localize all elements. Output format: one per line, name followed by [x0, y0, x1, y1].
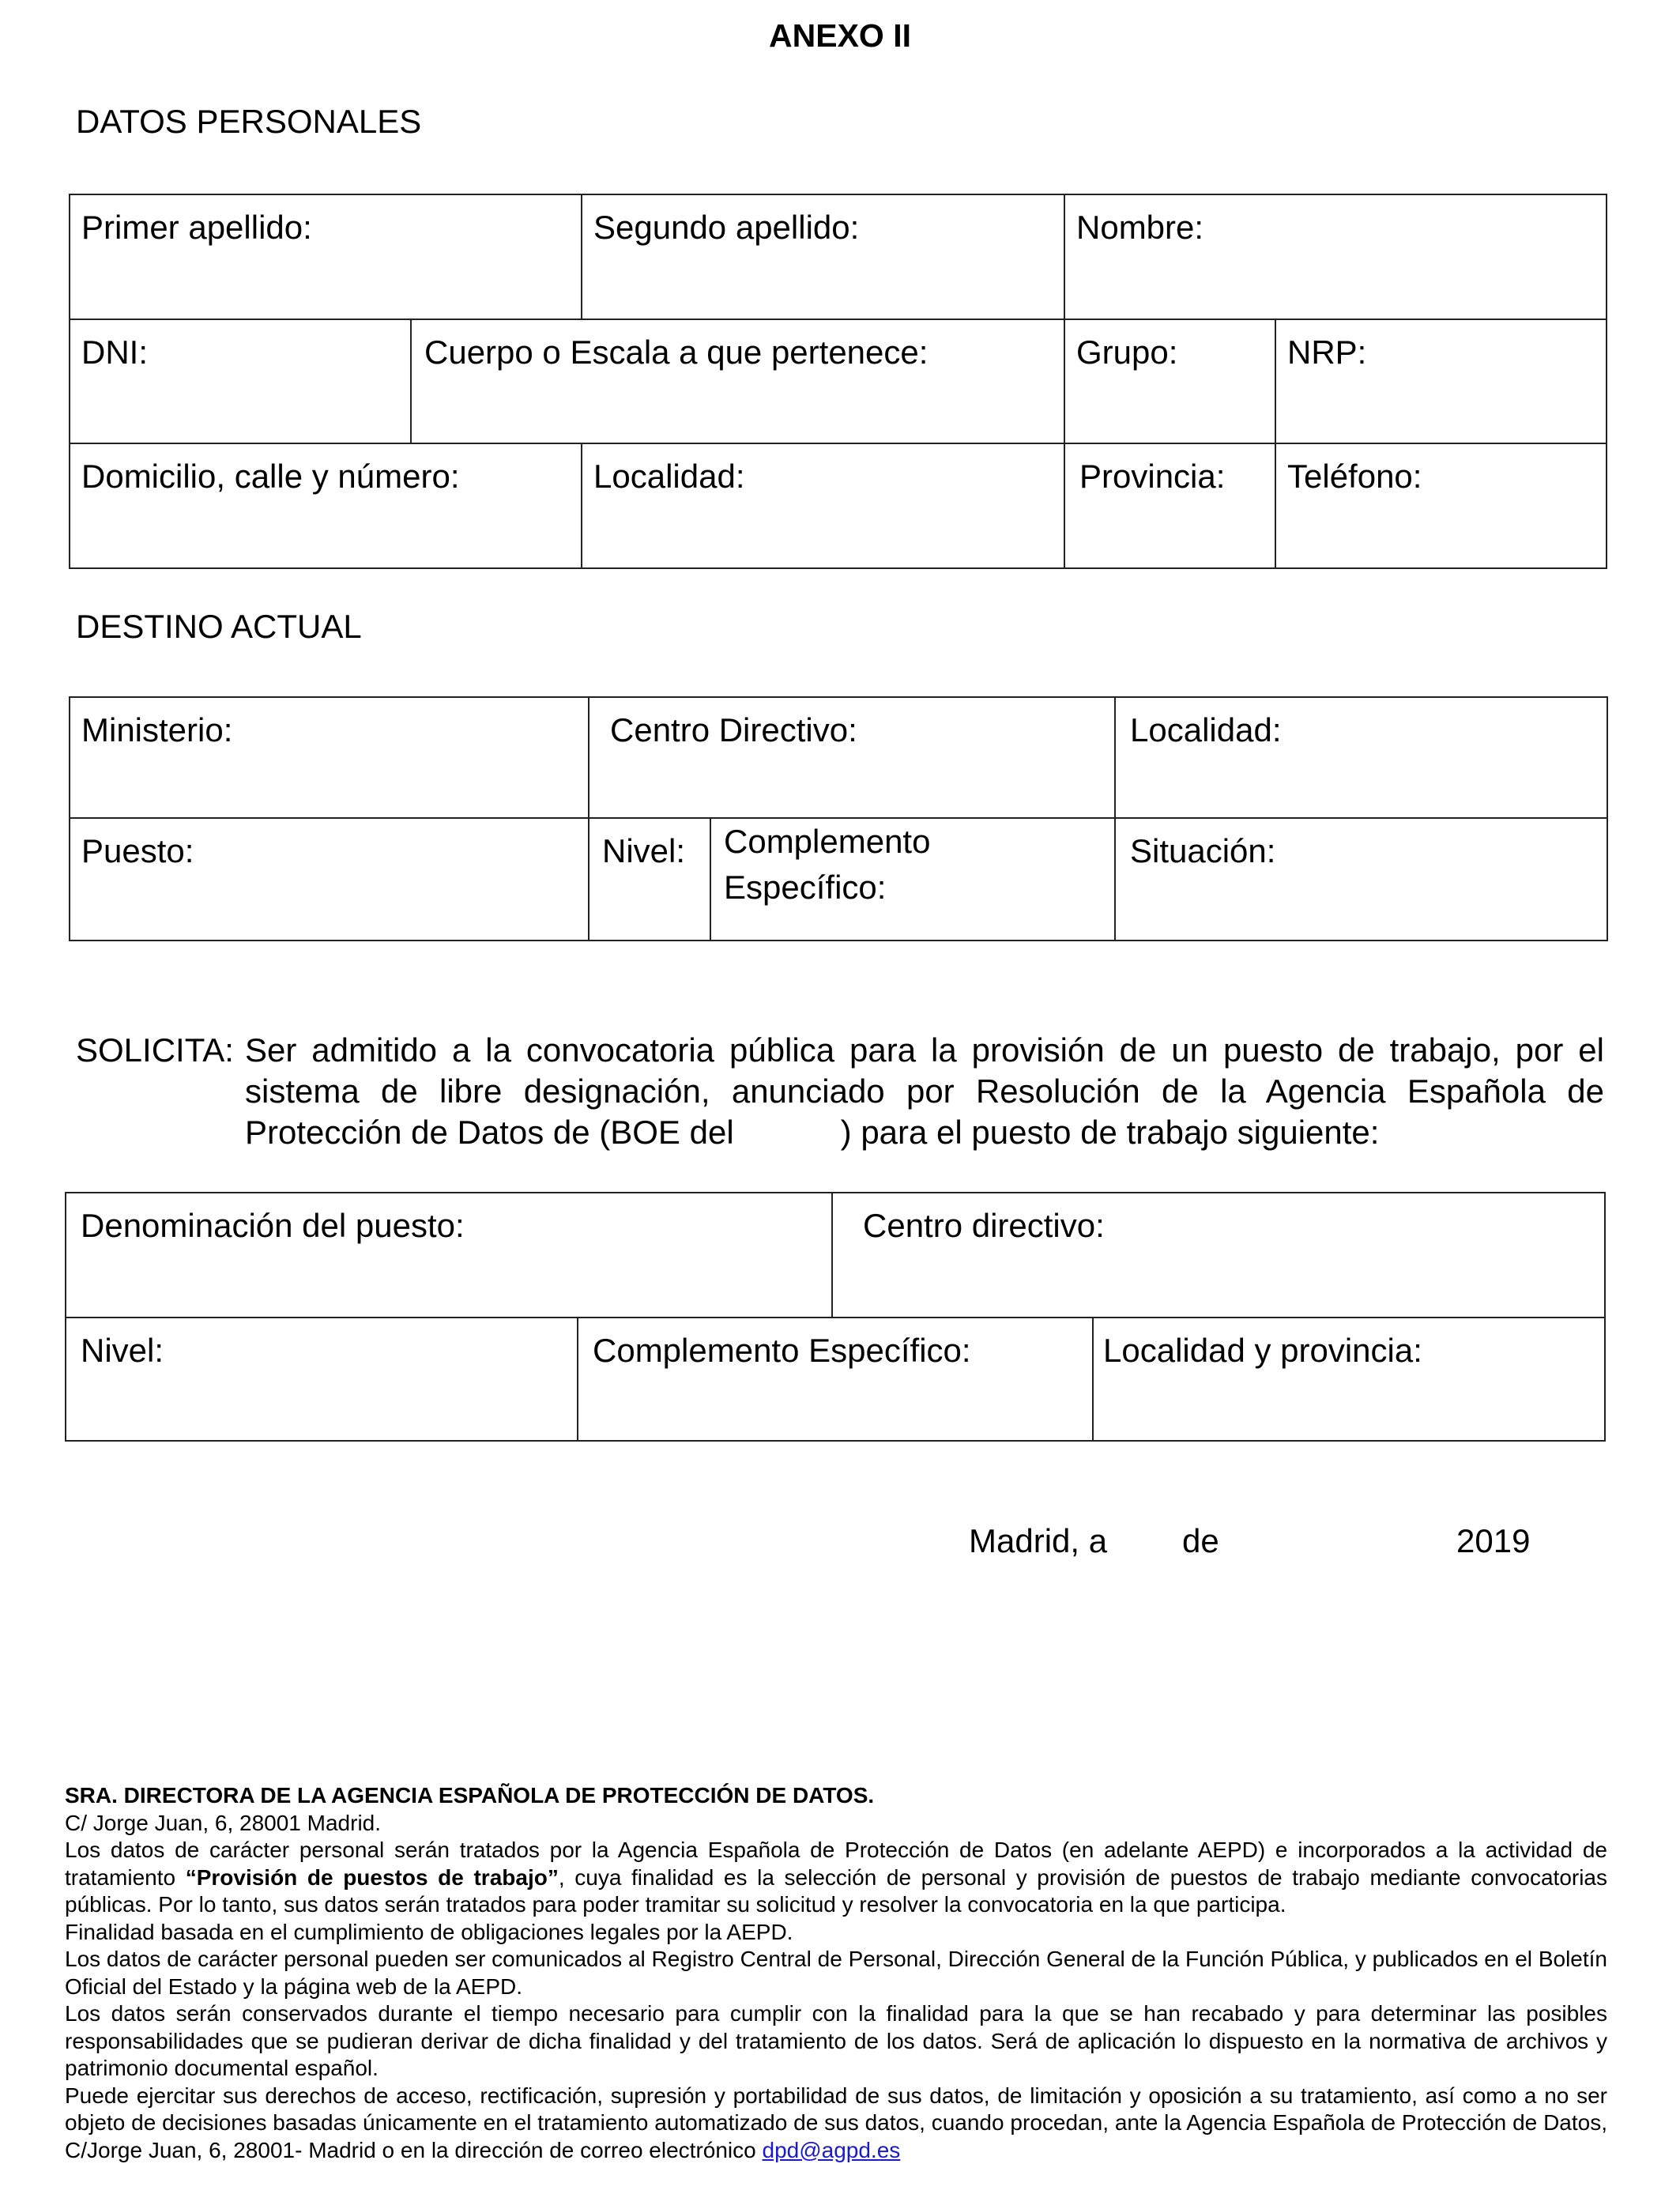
domicilio-field[interactable]	[69, 443, 582, 569]
centro-directivo-solicitado-field[interactable]	[831, 1192, 1606, 1318]
nivel-solicitado-field[interactable]	[65, 1317, 578, 1442]
nivel-destino-field[interactable]	[588, 817, 711, 941]
dni-field[interactable]	[69, 319, 412, 444]
provincia-label: Provincia:	[1079, 458, 1226, 495]
puesto-label: Puesto:	[81, 832, 194, 869]
domicilio-label: Domicilio, calle y número:	[81, 458, 460, 495]
complemento-label-line2: Específico:	[724, 869, 887, 906]
telefono-field[interactable]	[1275, 443, 1607, 569]
footer-paragraph-2: Finalidad basada en el cumplimiento de obligaciones legales por la AEPD.	[65, 1919, 793, 1944]
datos-personales-heading: DATOS PERSONALES	[76, 103, 422, 140]
solicita-line-2: sistema de libre designación, anunciado por Resolución de la Agencia Española de	[245, 1072, 1604, 1110]
footer-p1-b: , cuya finalidad es la selección de personal y provisión de puestos de trabajo mediante convocatorias públicas. Por lo tanto, sus datos serán tratados para poder tramitar su solicitud y resolver la convocatoria en la que participa.	[65, 1864, 1608, 1917]
destinatario: SRA. DIRECTORA DE LA AGENCIA ESPAÑOLA DE PROTECCIÓN DE DATOS.	[65, 1783, 875, 1808]
page-title: ANEXO II	[769, 17, 911, 54]
localidad-provincia-field[interactable]	[1092, 1317, 1606, 1442]
complemento-destino-field[interactable]	[710, 817, 1116, 941]
fecha-lugar: Madrid, a	[969, 1522, 1108, 1559]
footer	[65, 1782, 1607, 2164]
telefono-label: Teléfono:	[1287, 458, 1422, 495]
solicita-text	[245, 1030, 1604, 1153]
solicita-line-1: Ser admitido a la convocatoria pública para la provisión de un puesto de trabajo, por el	[245, 1031, 1604, 1069]
solicita-line-3b: ) para el puesto de trabajo siguiente:	[840, 1114, 1380, 1151]
footer-paragraph-1	[65, 1837, 1607, 1919]
fecha-de: de	[1182, 1522, 1219, 1559]
direccion: C/ Jorge Juan, 6, 28001 Madrid.	[65, 1810, 382, 1835]
denominacion-puesto-label: Denominación del puesto:	[81, 1207, 465, 1244]
denominacion-puesto-field[interactable]	[65, 1192, 833, 1318]
cuerpo-escala-field[interactable]	[410, 319, 1065, 444]
primer-apellido-field[interactable]	[69, 194, 582, 320]
centro-directivo-solicitado-label: Centro directivo:	[863, 1207, 1105, 1244]
grupo-label: Grupo:	[1076, 334, 1178, 371]
dni-label: DNI:	[81, 334, 148, 371]
segundo-apellido-label: Segundo apellido:	[593, 209, 860, 246]
centro-directivo-field[interactable]	[588, 696, 1116, 819]
footer-p5-text: Puede ejercitar sus derechos de acceso, rectificación, supresión y portabilidad de sus datos, de limitación y oposición a su tratamiento, así como a no ser objeto de decisiones basadas únicamente en el tratamiento automatizado de sus datos, cuando procedan, ante la Agencia Española de Protección de Datos, C/Jorge Juan, 6, 28001- Madrid o en la dirección de correo electrónico	[65, 2083, 1607, 2162]
centro-directivo-label: Centro Directivo:	[610, 711, 857, 748]
localidad-field[interactable]	[581, 443, 1065, 569]
complemento-solicitado-field[interactable]	[577, 1317, 1094, 1442]
footer-p1-a: Los datos de carácter personal serán tratados por la Agencia Española de Protección de Datos (en adelante AEPD) e incorporados a la actividad de tratamiento	[65, 1838, 1607, 1890]
localidad-provincia-label: Localidad y provincia:	[1103, 1332, 1422, 1369]
fecha-anio: 2019	[1456, 1522, 1531, 1559]
complemento-label-line1: Complemento	[724, 823, 931, 860]
nivel-solicitado-label: Nivel:	[81, 1332, 164, 1369]
puesto-field[interactable]	[69, 817, 590, 941]
complemento-solicitado-label: Complemento Específico:	[593, 1332, 971, 1369]
footer-p1-bold: “Provisión de puestos de trabajo”	[185, 1864, 559, 1890]
ministerio-field[interactable]	[69, 696, 590, 819]
solicita-line-3a: Protección de Datos de (BOE del	[245, 1114, 734, 1151]
nivel-destino-label: Nivel:	[602, 832, 686, 869]
solicita-line-3	[245, 1112, 1604, 1153]
footer-paragraph-5	[65, 2083, 1607, 2165]
nrp-field[interactable]	[1275, 319, 1607, 444]
ministerio-label: Ministerio:	[81, 711, 233, 748]
grupo-field[interactable]	[1064, 319, 1276, 444]
nrp-label: NRP:	[1287, 334, 1367, 371]
primer-apellido-label: Primer apellido:	[81, 209, 312, 246]
localidad-destino-label: Localidad:	[1130, 711, 1282, 748]
nombre-label: Nombre:	[1076, 209, 1204, 246]
situacion-label: Situación:	[1130, 832, 1276, 869]
destino-actual-heading: DESTINO ACTUAL	[76, 608, 362, 645]
localidad-label: Localidad:	[593, 458, 745, 495]
situacion-field[interactable]	[1114, 817, 1608, 941]
provincia-field[interactable]	[1064, 443, 1276, 569]
nombre-field[interactable]	[1064, 194, 1607, 320]
solicita-label: SOLICITA:	[76, 1031, 234, 1069]
email-link[interactable]: dpd@agpd.es	[762, 2137, 901, 2162]
footer-paragraph-4: Los datos serán conservados durante el tiempo necesario para cumplir con la finalidad para la que se han recabado y para determinar las posibles responsabilidades que se pudieran derivar de dicha finalidad y del tratamiento de los datos. Será de aplicación lo dispuesto en la normativa de archivos y patrimonio documental español.	[65, 2001, 1607, 2080]
footer-paragraph-3: Los datos de carácter personal pueden ser comunicados al Registro Central de Personal, Dirección General de la Función Pública, y publicados en el Boletín Oficial del Estado y la página web de la AEPD.	[65, 1947, 1607, 1999]
localidad-destino-field[interactable]	[1114, 696, 1608, 819]
segundo-apellido-field[interactable]	[581, 194, 1065, 320]
cuerpo-escala-label: Cuerpo o Escala a que pertenece:	[424, 334, 929, 371]
